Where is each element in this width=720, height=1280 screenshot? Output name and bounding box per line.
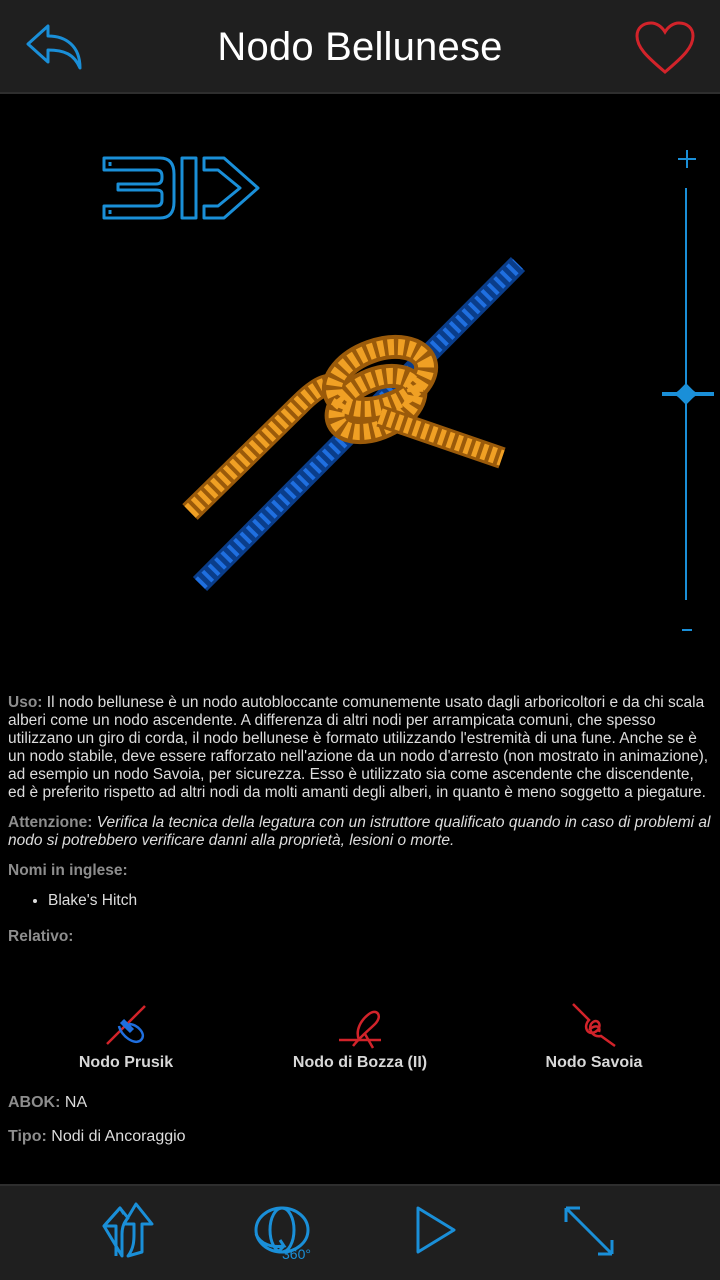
warning-paragraph [8,814,712,850]
knot-description [8,694,712,958]
fullscreen-button[interactable] [560,1200,618,1265]
slider-handle-icon [660,381,716,407]
switch-view-button[interactable] [94,1200,164,1265]
type-label: Tipo: [8,1128,47,1145]
heart-icon [634,20,696,76]
related-label: Relativo: [8,928,74,945]
warning-text: Verifica la tecnica della legatura con un istruttore qualificato quando in caso di problemi al nodo si potrebbero verificare danni alla proprietà, lesioni o morte. [8,814,711,849]
play-button[interactable] [412,1200,458,1265]
3d-icon [98,154,264,224]
related-knot-name: Nodo Savoia [545,1054,643,1071]
page-title: Nodo Bellunese [217,25,503,69]
warning-label: Attenzione: [8,814,93,831]
rotate-360-label: 360° [282,1246,311,1262]
switch-icon [94,1200,164,1260]
expand-icon [560,1200,618,1260]
english-names-label: Nomi in inglese: [8,862,128,879]
top-bar [0,0,720,94]
english-names-list [8,892,712,910]
usage-label: Uso: [8,694,43,711]
savoia-knot-icon [569,1000,619,1050]
usage-paragraph [8,694,712,802]
zoom-slider-thumb[interactable] [660,381,716,407]
favorite-button[interactable] [634,20,696,76]
related-knot-name: Nodo Prusik [78,1054,174,1071]
related-knot-bozza[interactable] [260,996,460,1076]
related-knot-prusik[interactable] [26,996,226,1076]
abok-row [8,1094,87,1112]
prusik-knot-icon [101,1000,151,1050]
3d-mode-button[interactable] [98,154,264,224]
minus-icon [674,622,700,638]
abok-label: ABOK: [8,1094,61,1111]
related-knots [0,996,720,1076]
play-icon [412,1200,458,1260]
related-knot-savoia[interactable] [494,996,694,1076]
list-item: • Blake's Hitch [48,892,712,910]
type-value: Nodi di Ancoraggio [51,1128,186,1145]
type-row [8,1128,186,1146]
plus-icon [674,146,700,172]
related-knot-name: Nodo di Bozza (II) [292,1054,428,1071]
abok-value: NA [64,1094,88,1111]
bottom-toolbar [0,1184,720,1280]
bozza-knot-icon [335,1000,385,1050]
knot-3d-viewer[interactable] [0,96,720,680]
usage-text: Il nodo bellunese è un nodo autobloccante comunemente usato dagli arboricoltori e da chi scala alberi come un nodo ascendente. A differenza di altri nodi per arrampicata comuni, che spesso utilizzano un giro di corda, il nodo bellunese è formato utilizzando l'estremità di una fune. Anche se è un nodo stabile, deve essere rafforzato nell'azione da un nodo d'arresto (non mostrato in animazione), ad esempio un nodo Savoia, per sicurezza. Esso è utilizzato sia come ascendente che discendente, ed è preferito rispetto ad altri nodi da molti amanti degli alberi, in quanto è meno soggetto a piegature. [8,694,709,801]
knot-animation [180,256,540,596]
zoom-in-button[interactable] [674,146,700,172]
zoom-out-button[interactable] [674,622,700,638]
